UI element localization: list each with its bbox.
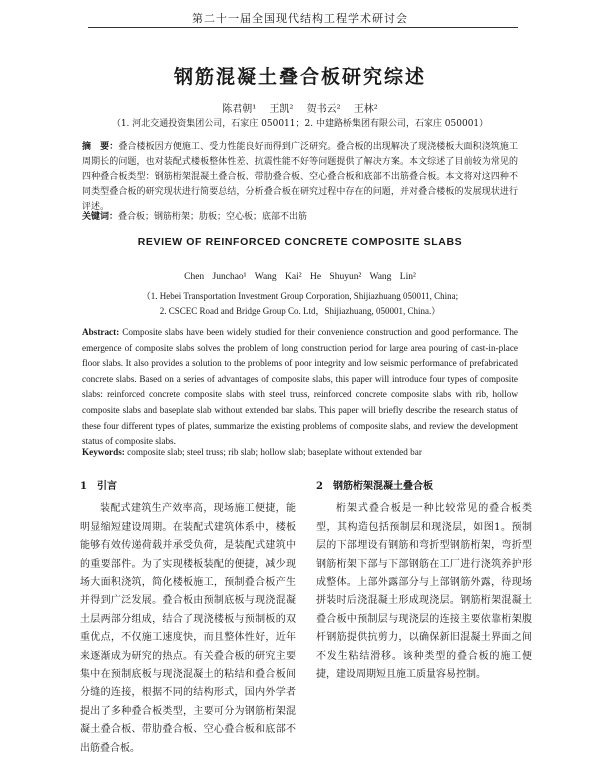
- header-divider: [88, 27, 518, 28]
- abstract-en-text: Composite slabs have been widely studied for their convenience construction and good performance. The emergence of composite slabs solves the problem of long construction period for large area pouring of cast-in-place floor slabs. It also provides a solution to the problems of poor integrity and low seismic performance of prefabricated concrete slabs. Based on a series of advantages of composite slabs, this paper will introduce four types of composite slabs: reinforced concrete composite slabs with steel truss, reinforced concrete composite slabs with rib, hollow composite slabs and baseplate slab without extended bar slabs. This paper will briefly describe the research status of these four different types of plates, summarize the existing problems of composite slabs, and review the development status of composite slabs.: [82, 327, 518, 447]
- section-1-heading: 1 引言: [80, 481, 117, 492]
- body-column-right: [316, 478, 532, 684]
- keywords-en: [82, 447, 518, 457]
- authors-cn: 陈君朝¹ 王凯² 贺书云² 王林²: [222, 104, 378, 115]
- section-2-heading: 2 钢筋桁架混凝土叠合板: [316, 481, 433, 492]
- affiliation-en-1: （1. Hebei Transportation Investment Group Corporation, Shijiazhuang 050011, China;: [141, 291, 459, 301]
- abstract-cn-text: 叠合楼板因方便施工、受力性能良好而得到广泛研究。叠合板的出现解决了现浇楼板大面积浇筑施工周期长的问题，也对装配式楼板整体性差、抗震性能不好等问题提供了解决方案。本文综述了目前较为常见的四种叠合板类型：钢筋桁架混凝土叠合板、带肋叠合板、空心叠合板和底部不出筋叠合板。本文将对这四种不同类型叠合板的研究现状进行简要总结，分析叠合板在研究过程中存在的问题，并对叠合楼板的发展现状进行评述。: [82, 142, 518, 212]
- affiliation-en-2: 2. CSCEC Road and Bridge Group Co. Ltd，Shijiazhuang, 050001, China.）: [159, 306, 441, 316]
- section-1-paragraph: 装配式建筑生产效率高，现场施工便捷，能明显缩短建设周期。在装配式建筑体系中，楼板能够有效传递荷载并承受负荷，是装配式建筑中的重要部件。为了实现楼板装配的便捷，减少现场大面积浇筑，简化楼板施工，预制叠合板产生并得到广泛发展。叠合板由预制底板与现浇混凝土层两部分组成，结合了现浇楼板与预制板的双重优点，不仅施工速度快，而且整体性好，近年来逐渐成为研究的热点。有关叠合板的研究主要集中在预制底板与现浇混凝土的粘结和叠合板间分缝的连接，根据不同的结构形式，国内外学者提出了多种叠合板类型，主要可分为钢筋桁架混凝土叠合板、带肋叠合板、空心叠合板和底部不出筋叠合板。: [80, 503, 296, 754]
- body-column-left: [80, 478, 296, 758]
- keywords-cn-text: 叠合板；钢筋桁架；肋板；空心板；底部不出筋: [118, 212, 308, 222]
- abstract-cn-label: 摘 要：: [82, 142, 119, 152]
- section-2-paragraph: 桁架式叠合板是一种比较常见的叠合板类型，其构造包括预制层和现浇层，如图1。预制层的下部埋设有钢筋和弯折型钢筋桁架，弯折型钢筋桁架下部与下部钢筋在工厂进行浇筑养护形成整体。上部外露部分与上部钢筋外露，待现场拼装时后浇混凝土形成现浇层。钢筋桁架混凝土叠合板中预制层与现浇层的连接主要依靠桁架腹杆钢筋提供抗剪力，以确保新旧混凝土界面之间不发生粘结滑移。该种类型的叠合板的施工便捷，建设周期短且施工质量容易控制。: [316, 503, 532, 681]
- paper-title: 钢筋混凝土叠合板研究综述: [173, 66, 426, 88]
- abstract-en: [82, 325, 518, 450]
- keywords-en-label: Keywords:: [82, 447, 125, 457]
- abstract-en-label: Abstract:: [82, 327, 120, 337]
- running-header: 第二十一届全国现代结构工程学术研讨会: [192, 12, 408, 25]
- authors-en: Chen Junchao¹ Wang Kai² He Shuyun² Wang Lin²: [184, 272, 416, 282]
- keywords-en-text: composite slab; steel truss; rib slab; hollow slab; baseplate without extended bar: [127, 447, 422, 457]
- keywords-cn-label: 关键词：: [82, 212, 119, 222]
- english-title: REVIEW OF REINFORCED CONCRETE COMPOSITE SLABS: [137, 236, 463, 248]
- affiliation-cn: （1. 河北交通投资集团公司，石家庄 050011；2. 中建路桥集团有限公司，石家庄 050001）: [111, 119, 489, 129]
- abstract-cn: [82, 140, 518, 215]
- keywords-cn: [82, 209, 518, 222]
